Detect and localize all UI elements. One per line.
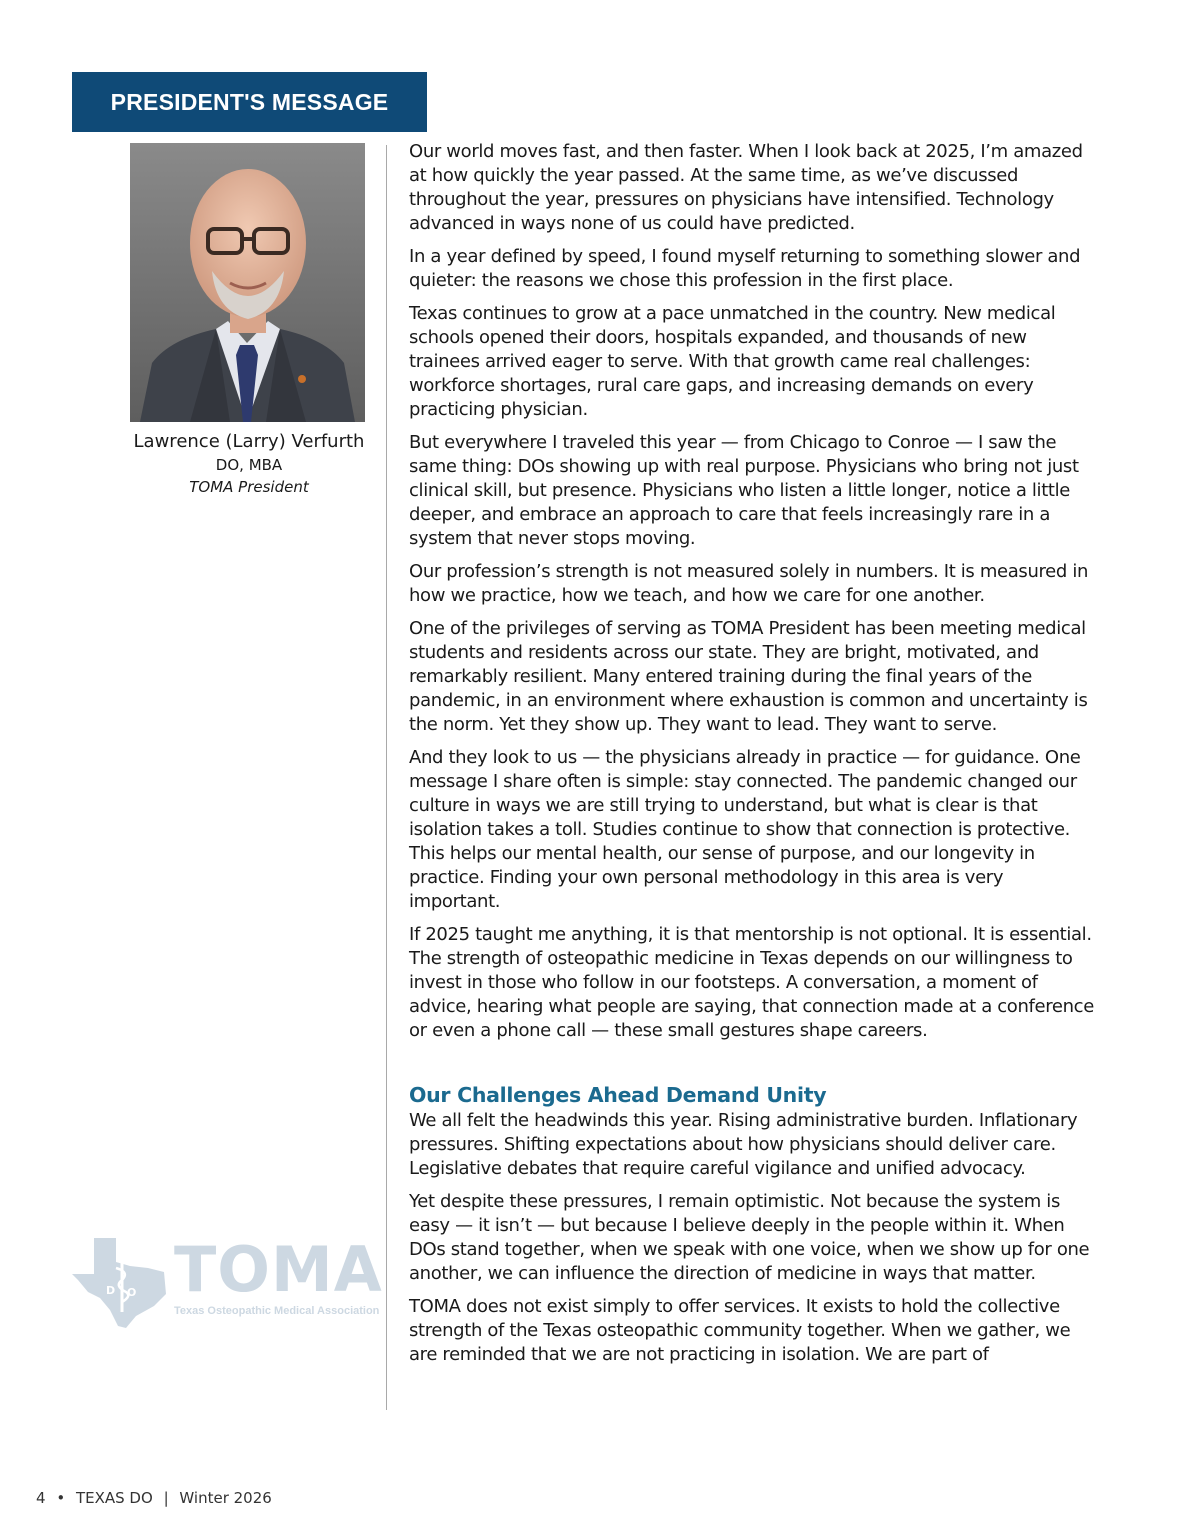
- paragraph: And they look to us — the physicians already in practice — for guidance. One message I share often is simple: stay connected. The pandemic changed our culture in ways we are still trying to understand, but what is clear is that isolation takes a toll. Studies continue to show that connection is protective. This helps our mental health, our sense of purpose, and our longevity in practice. Finding your own personal methodology in this area is very important.: [409, 747, 1081, 912]
- emblem-letter-o: O: [127, 1286, 137, 1299]
- texas-map-icon: [70, 1236, 170, 1330]
- portrait-caption: [110, 430, 388, 498]
- logo-wordmark: TOMA: [174, 1233, 383, 1306]
- president-credentials: DO, MBA: [215, 456, 283, 474]
- paragraph: We all felt the headwinds this year. Rising administrative burden. Inflationary pressures. Shifting expectations about how physicians should deliver care. Legislative debates that require careful vigilance and unified advocacy.: [409, 1110, 1078, 1179]
- article-body: [409, 140, 1099, 1376]
- paragraph: Texas continues to grow at a pace unmatched in the country. New medical schools opened their doors, hospitals expanded, and thousands of new trainees arrived eager to serve. With that growth came real challenges: workforce shortages, rural care gaps, and increasing demands on every practicing physician.: [409, 303, 1056, 420]
- section-banner: [72, 72, 427, 132]
- paragraph: If 2025 taught me anything, it is that mentorship is not optional. It is essential. The strength of osteopathic medicine in Texas depends on our willingness to invest in those who follow in our footsteps. A conversation, a moment of advice, hearing what people are saying, that connection made at a conference or even a phone call — these small gestures shape careers.: [409, 924, 1094, 1041]
- logo-tagline: Texas Osteopathic Medical Association: [174, 1305, 380, 1317]
- paragraph: But everywhere I traveled this year — from Chicago to Conroe — I saw the same thing: DOs showing up with real purpose. Physicians who bring not just clinical skill, but presence. Physicians who listen a little longer, notice a little deeper, and embrace an approach to care that feels increasingly rare in a system that never stops moving.: [409, 432, 1079, 549]
- footer-bullet: •: [56, 1489, 66, 1507]
- emblem-letter-d: D: [106, 1284, 116, 1297]
- column-divider: [386, 145, 387, 1410]
- section-label: PRESIDENT'S MESSAGE: [110, 88, 389, 115]
- paragraph: Our profession’s strength is not measured solely in numbers. It is measured in how we practice, how we teach, and how we care for one another.: [409, 561, 1089, 606]
- president-portrait: [130, 143, 365, 422]
- paragraph: Yet despite these pressures, I remain optimistic. Not because the system is easy — it isn’t — but because I believe deeply in the people within it. When DOs stand together, when we speak with one voice, when we show up for one another, we can influence the direction of medicine in ways that matter.: [409, 1191, 1090, 1284]
- president-title: TOMA President: [189, 478, 309, 496]
- page-number: 4: [36, 1489, 46, 1507]
- footer-separator: |: [163, 1489, 169, 1507]
- paragraph: One of the privileges of serving as TOMA President has been meeting medical students and residents across our state. They are bright, motivated, and remarkably resilient. Many entered training during the final years of the pandemic, in an environment where exhaustion is common and uncertainty is the norm. Yet they show up. They want to lead. They want to serve.: [409, 618, 1088, 735]
- paragraph: TOMA does not exist simply to offer services. It exists to hold the collective strength of the Texas osteopathic community together. When we gather, we are reminded that we are not practicing in isolation. We are part of: [409, 1296, 1071, 1365]
- section-subheading: Our Challenges Ahead Demand Unity: [409, 1083, 827, 1107]
- toma-logo: [70, 1233, 383, 1330]
- issue-date: Winter 2026: [179, 1489, 272, 1507]
- president-name: Lawrence (Larry) Verfurth: [133, 431, 365, 452]
- page-footer: [36, 1489, 278, 1507]
- paragraph: In a year defined by speed, I found myself returning to something slower and quieter: the reasons we chose this profession in the first place.: [409, 246, 1081, 291]
- publication-name: TEXAS DO: [75, 1489, 153, 1507]
- paragraph: Our world moves fast, and then faster. When I look back at 2025, I’m amazed at how quickly the year passed. At the same time, as we’ve discussed throughout the year, pressures on physicians have intensified. Technology advanced in ways none of us could have predicted.: [409, 141, 1083, 234]
